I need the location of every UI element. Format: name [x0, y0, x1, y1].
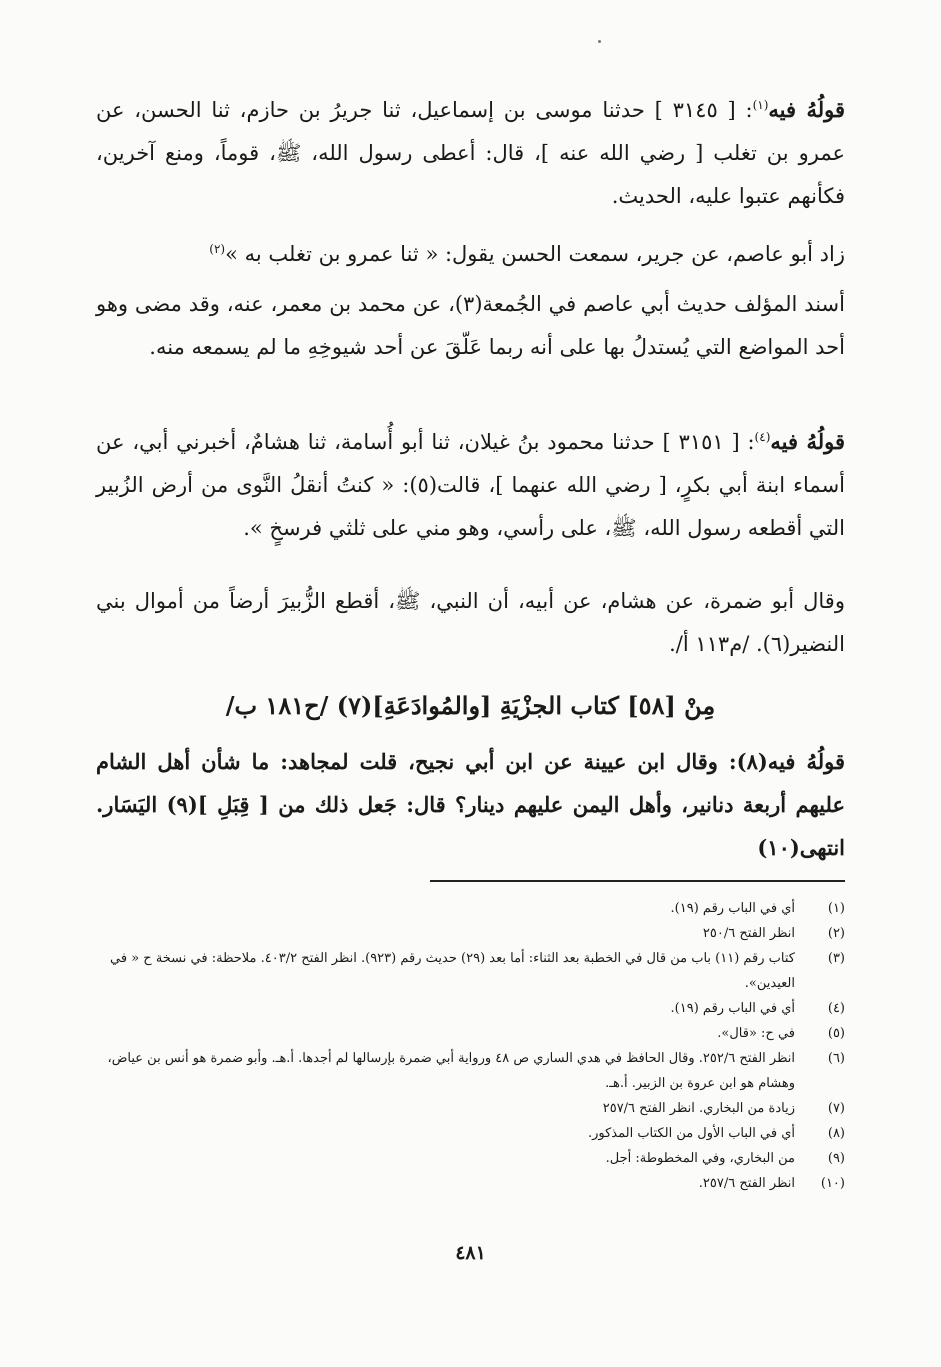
footnote-number: (٨) — [827, 1126, 845, 1141]
paragraph-text: : [ ٣١٥١ ] حدثنا محمود بنُ غيلان، ثنا أبو أُسامة، ثنا هشامٌ، أخبرني أبي، عن أسماء ابنة أبي بكرٍ، [ رضي الله عنهما ]، قالت(٥): « كنتُ أنقلُ النَّوى من أرض الزُبير التي أقطعه رسول الله، ﷺ، على رأسي، وهو مني على ثلثي فرسخٍ ». — [96, 430, 845, 540]
footnote-text: انظر الفتح ٢٥٠/٦ — [702, 926, 795, 941]
footnote-number: (٣) — [827, 951, 845, 966]
footnote — [90, 1096, 845, 1121]
footnote-number: (٦) — [827, 1051, 845, 1066]
page-number: ٤٨١ — [455, 1242, 486, 1264]
footnote-number: (٤) — [827, 1001, 845, 1016]
footnote-text: من البخاري، وفي المخطوطة: أجل. — [605, 1151, 795, 1166]
footnote-number: (١) — [827, 901, 845, 916]
footnote-number: (١٠) — [820, 1176, 845, 1191]
paragraph-5 — [96, 580, 845, 666]
footnote-number: (٧) — [827, 1101, 845, 1116]
paragraph-lead: قولُهُ فيه — [770, 429, 845, 454]
scan-speck — [598, 40, 601, 43]
footnote — [90, 896, 845, 921]
paragraph-4 — [96, 420, 845, 550]
paragraph-lead: قولُهُ فيه(٨) — [736, 749, 845, 774]
footnote — [90, 996, 845, 1021]
paragraph-lead: قولُهُ فيه — [768, 97, 845, 122]
footnote-ref: (٤) — [754, 430, 771, 444]
footnote-text: في ح: «قال». — [717, 1026, 795, 1041]
footnote — [90, 1121, 845, 1146]
paragraph-3 — [96, 283, 845, 369]
footnote-text: زيادة من البخاري. انظر الفتح ٢٥٧/٦ — [602, 1101, 795, 1116]
chapter-heading: مِنْ [٥٨] كتاب الجزْيَةِ [والمُوادَعَةِ](٧) /ح١٨١ ب/ — [225, 691, 716, 720]
paragraph-1 — [96, 88, 845, 218]
footnote-text: انظر الفتح ٢٥٧/٦. — [698, 1176, 795, 1191]
footnote-text: أي في الباب الأول من الكتاب المذكور. — [587, 1126, 795, 1141]
paragraph-6 — [96, 740, 845, 869]
paragraph-text: : وقال ابن عيينة عن ابن أبي نجيح، قلت لمجاهد: ما شأن أهل الشام عليهم أربعة دنانير، وأهل اليمن عليهم دينار؟ قال: جَعل ذلك من [ قِبَلِ ](٩) اليَسَار. انتهى(١٠) — [96, 749, 846, 860]
footnote-number: (٥) — [827, 1026, 845, 1041]
paragraph-text: وقال أبو ضمرة، عن هشام، عن أبيه، أن النبي، ﷺ، أقطع الزُّبيرَ أرضاً من أموال بني النضير(٦). /م١١٣ أ/. — [96, 589, 845, 656]
footnote-text: كتاب رقم (١١) باب من قال في الخطبة بعد الثناء: أما بعد (٢٩) حديث رقم (٩٢٣). انظر الفتح ٤٠٣/٢. ملاحظة: في نسخة ح « في العيدين». — [110, 951, 795, 991]
footnote — [90, 946, 845, 996]
footnote — [90, 1021, 845, 1046]
footnote — [90, 1046, 845, 1096]
paragraph-text: : [ ٣١٤٥ ] حدثنا موسى بن إسماعيل، ثنا جريرُ بن حازم، ثنا الحسن، عن عمرو بن تغلب [ رضي الله عنه ]، قال: أعطى رسول الله، ﷺ، قوماً، ومنع آخرين، فكأنهم عتبوا عليه، الحديث. — [96, 98, 845, 208]
footnote-ref: (١) — [752, 98, 769, 112]
paragraph-text: زاد أبو عاصم، عن جرير، سمعت الحسن يقول: « ثنا عمرو بن تغلب به » — [225, 242, 845, 266]
footnotes — [90, 896, 845, 1196]
footnote — [90, 921, 845, 946]
footnote — [90, 1146, 845, 1171]
footnote-text: انظر الفتح ٢٥٢/٦. وقال الحافظ في هدي الساري ص ٤٨ ورواية أبي ضمرة بإرسالها لم أجدها. أ.هـ. وأبو ضمرة هو أنس بن عياض، وهشام هو ابن عروة بن الزبير. أ.هـ. — [107, 1051, 795, 1091]
paragraph-text: أسند المؤلف حديث أبي عاصم في الجُمعة(٣)، عن محمد بن معمر، عنه، وقد مضى وهو أحد المواضع التي يُستدلُ بها على أنه ربما عَلّقَ عن أحد شيوخِهِ ما لم يسمعه منه. — [96, 292, 845, 359]
footnote-number: (٩) — [827, 1151, 845, 1166]
paragraph-2 — [96, 233, 845, 276]
footnote-number: (٢) — [827, 926, 845, 941]
footnote-text: أي في الباب رقم (١٩). — [670, 1001, 795, 1016]
footnote — [90, 1171, 845, 1196]
footnote-text: أي في الباب رقم (١٩). — [670, 901, 795, 916]
footnote-ref: (٢) — [209, 242, 226, 256]
footnote-divider — [430, 880, 845, 882]
